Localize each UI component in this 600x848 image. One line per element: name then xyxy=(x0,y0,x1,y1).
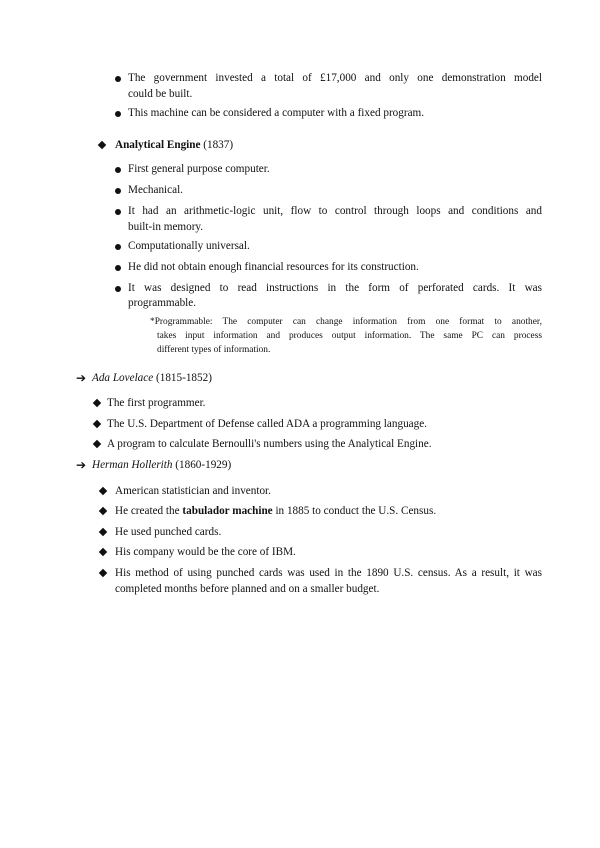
bullet-dot xyxy=(115,209,121,215)
bullet-dot xyxy=(115,188,121,194)
arrow-bullet-icon: ➔ xyxy=(76,371,87,385)
diamond-bullet-icon xyxy=(99,487,107,495)
diamond-bullet-icon xyxy=(93,399,101,407)
diamond-bullet-icon xyxy=(99,507,107,515)
bullet-dot xyxy=(115,286,121,292)
list-item-continuation: built-in memory. xyxy=(128,221,204,233)
text-segment: He created the xyxy=(115,505,183,517)
diamond-bullet-icon xyxy=(99,548,107,556)
list-item-continuation: programmable. xyxy=(128,297,197,309)
heading-title: Analytical Engine xyxy=(115,139,201,151)
list-item: The first programmer. xyxy=(107,397,206,409)
heading-year: (1837) xyxy=(203,139,234,151)
diamond-bullet-icon xyxy=(98,141,106,149)
list-item: His company would be the core of IBM. xyxy=(115,546,296,558)
list-item: His method of using punched cards was used in the 1890 U.S. census. As a result, it was xyxy=(115,567,542,579)
list-item: He did not obtain enough financial resources for its construction. xyxy=(128,261,419,273)
list-item: It was designed to read instructions in the form of perforated cards. It was xyxy=(128,282,542,294)
list-item: Computationally universal. xyxy=(128,240,250,252)
paragraph-line: The government invested a total of £17,000 and only one demonstration model xyxy=(128,72,542,84)
list-item: The U.S. Department of Defense called ADA a programming language. xyxy=(107,418,427,430)
diamond-bullet-icon xyxy=(99,569,107,577)
list-item: American statistician and inventor. xyxy=(115,485,271,497)
arrow-bullet-icon: ➔ xyxy=(76,458,87,472)
footnote-line: takes input information and produces output information. The same PC can process xyxy=(157,331,542,341)
list-item-continuation: completed months before planned and on a smaller budget. xyxy=(115,583,380,595)
person-name: Ada Lovelace xyxy=(92,372,154,384)
list-item: He used punched cards. xyxy=(115,526,222,538)
section-heading-ada-lovelace xyxy=(92,370,212,387)
bullet-dot xyxy=(115,244,121,250)
bullet-dot xyxy=(115,167,121,173)
section-heading-analytical-engine xyxy=(115,137,233,154)
list-item: Mechanical. xyxy=(128,184,183,196)
list-item xyxy=(115,503,436,520)
diamond-bullet-icon xyxy=(93,420,101,428)
footnote-line: different types of information. xyxy=(157,345,271,355)
list-item: First general purpose computer. xyxy=(128,163,270,175)
section-heading-herman-hollerith xyxy=(92,457,231,474)
person-name: Herman Hollerith xyxy=(92,459,173,471)
paragraph-line: This machine can be considered a computer with a fixed program. xyxy=(128,107,425,119)
diamond-bullet-icon xyxy=(93,440,101,448)
footnote-line: *Programmable: The computer can change information from one format to another, xyxy=(150,317,542,327)
list-item: A program to calculate Bernoulli's numbers using the Analytical Engine. xyxy=(107,438,432,450)
bullet-dot xyxy=(115,111,121,117)
bullet-dot xyxy=(115,76,121,82)
person-years: (1860-1929) xyxy=(175,459,232,471)
bullet-dot xyxy=(115,265,121,271)
text-segment: in 1885 to conduct the U.S. Census. xyxy=(272,505,437,517)
paragraph-line: could be built. xyxy=(128,88,193,100)
diamond-bullet-icon xyxy=(99,528,107,536)
list-item: It had an arithmetic-logic unit, flow to control through loops and conditions and xyxy=(128,205,542,217)
person-years: (1815-1852) xyxy=(156,372,212,384)
tabulador-machine-term: tabulador machine xyxy=(182,505,273,517)
